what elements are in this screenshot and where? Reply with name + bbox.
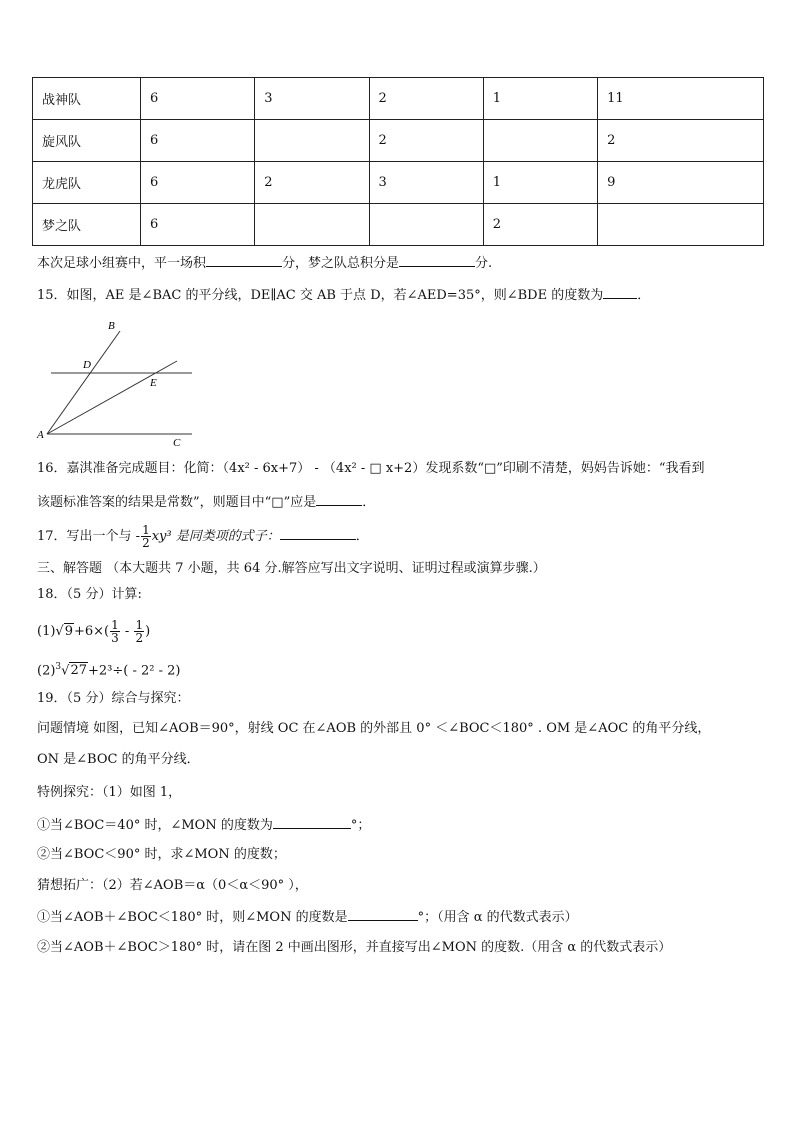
label-c: C [173, 437, 181, 449]
table-cell: 6 [141, 204, 255, 246]
table-cell: 3 [255, 78, 369, 120]
q19-line: ②当∠BOC＜90° 时，求∠MON 的度数； [37, 847, 286, 862]
table-cell: 1 [483, 78, 597, 120]
table-cell: 1 [483, 162, 597, 204]
question-18-part-1: (1)√9+6×( $\frac{1}{3}$ - $\frac{1}{2}$ ) [37, 618, 151, 645]
geometry-figure [30, 312, 200, 452]
q19-line: ②当∠AOB＋∠BOC＞180° 时，请在图 2 中画出图形，并直接写出∠MON 的度数.（用含 α 的代数式表示） [37, 940, 672, 955]
line-ab [47, 331, 120, 434]
team-name: 龙虎队 [33, 162, 141, 204]
answer-blank[interactable] [273, 815, 351, 829]
fraction-numerator: 1 [135, 618, 144, 632]
answer-blank[interactable] [206, 253, 282, 267]
table-cell: 9 [598, 162, 764, 204]
expr-text: +2³÷( - 2² - 2) [88, 663, 181, 679]
table-cell: 2 [483, 204, 597, 246]
table-row [33, 78, 764, 120]
section-heading: 三、解答题 （本大题共 7 小题，共 64 分.解答应写出文字说明、证明过程或演算步骤.） [37, 561, 546, 576]
fraction-numerator: 1 [111, 618, 119, 632]
table-cell [483, 120, 597, 162]
question-18-title: 18．（5 分）计算: [37, 587, 142, 602]
part-label: (2) [37, 663, 56, 679]
q14-text-c: 分. [475, 256, 493, 271]
q17-text-b: xy³ 是同类项的式子： [151, 529, 280, 544]
q16-text-b: ． [362, 495, 376, 510]
table-cell [598, 204, 764, 246]
question-16-line-1: 16．嘉淇准备完成题目：化简：（4x² - 6x+7） - （4x² - □ x+2）发现系数“□”印刷不清楚，妈妈告诉她：“我看到 [37, 461, 705, 476]
label-b: B [108, 320, 115, 332]
table-cell: 3 [369, 162, 483, 204]
answer-blank[interactable] [280, 526, 356, 540]
q16-text-a: 该题标准答案的结果是常数”，则题目中“□”应是 [37, 495, 317, 510]
q17-text-c: ． [355, 529, 369, 544]
radicand: 9 [64, 624, 73, 639]
label-d: D [83, 359, 91, 371]
expr-text: +6×( [74, 624, 110, 639]
table-cell: 6 [141, 120, 255, 162]
answer-blank[interactable] [399, 253, 475, 267]
score-table [32, 77, 764, 246]
expr-text: ) [145, 624, 151, 639]
question-15 [37, 285, 650, 305]
table-cell [255, 120, 369, 162]
fraction-numerator: 1 [142, 523, 150, 537]
q19-text: °；（用含 α 的代数式表示） [417, 910, 578, 925]
question-19-title: 19．（5 分）综合与探究： [37, 691, 190, 706]
q19-line: ON 是∠BOC 的角平分线． [37, 752, 200, 767]
q19-line: 猜想拓广：（2）若∠AOB＝α（0＜α＜90° ）， [37, 878, 308, 893]
q15-end: ． [637, 288, 651, 303]
table-cell: 2 [255, 162, 369, 204]
q19-text: ①当∠BOC＝40° 时，∠MON 的度数为 [37, 818, 273, 833]
fraction [141, 524, 151, 549]
team-name: 梦之队 [33, 204, 141, 246]
table-cell: 11 [598, 78, 764, 120]
q15-text: 15．如图，AE 是∠BAC 的平分线，DE∥AC 交 AB 于点 D，若∠AED=35°，则∠BDE 的度数为 [37, 288, 604, 303]
fraction-denominator: 2 [142, 536, 150, 550]
table-row [33, 204, 764, 246]
fraction [110, 619, 120, 644]
table-row [33, 162, 764, 204]
q19-text: ①当∠AOB＋∠BOC＜180° 时，则∠MON 的度数是 [37, 910, 348, 925]
q19-line: 问题情境 如图，已知∠AOB＝90°，射线 OC 在∠AOB 的外部且 0° ＜∠BOC＜180° . OM 是∠AOC 的角平分线， [37, 721, 711, 736]
q14-text-a: 本次足球小组赛中，平一场积 [37, 256, 207, 271]
table-cell: 6 [141, 78, 255, 120]
q19-line [37, 907, 578, 927]
fraction [134, 619, 144, 644]
q19-line [37, 815, 370, 835]
table-cell: 2 [598, 120, 764, 162]
table-cell: 2 [369, 78, 483, 120]
question-18-part-2: $(2)^3√27+2^3\div( - 2^2 - 2)$ [37, 662, 181, 679]
part-label: (1) [37, 624, 56, 639]
question-16-line-2 [37, 492, 375, 512]
q14-text-b: 分，梦之队总积分是 [282, 256, 400, 271]
table-row [33, 120, 764, 162]
team-name: 旋风队 [33, 120, 141, 162]
answer-blank[interactable] [603, 285, 637, 299]
q14-tail [37, 253, 492, 273]
answer-blank[interactable] [348, 907, 418, 921]
root-index: 3 [55, 662, 62, 672]
table-cell [255, 204, 369, 246]
radicand: 27 [70, 663, 87, 679]
table-cell: 6 [141, 162, 255, 204]
table-cell: 2 [369, 120, 483, 162]
question-17 [37, 520, 369, 554]
answer-blank[interactable] [316, 492, 362, 506]
q19-line: 特例探究：（1）如图 1， [37, 785, 182, 800]
fraction-denominator: 2 [135, 631, 144, 645]
line-ae [47, 361, 177, 434]
label-e: E [150, 377, 157, 389]
label-a: A [37, 429, 44, 441]
team-name: 战神队 [33, 78, 141, 120]
q17-text-a: 17．写出一个与 - [37, 529, 141, 544]
table-cell [369, 204, 483, 246]
q19-text: °； [350, 818, 371, 833]
minus-sign: - [120, 624, 134, 639]
fraction-denominator: 3 [111, 631, 119, 645]
